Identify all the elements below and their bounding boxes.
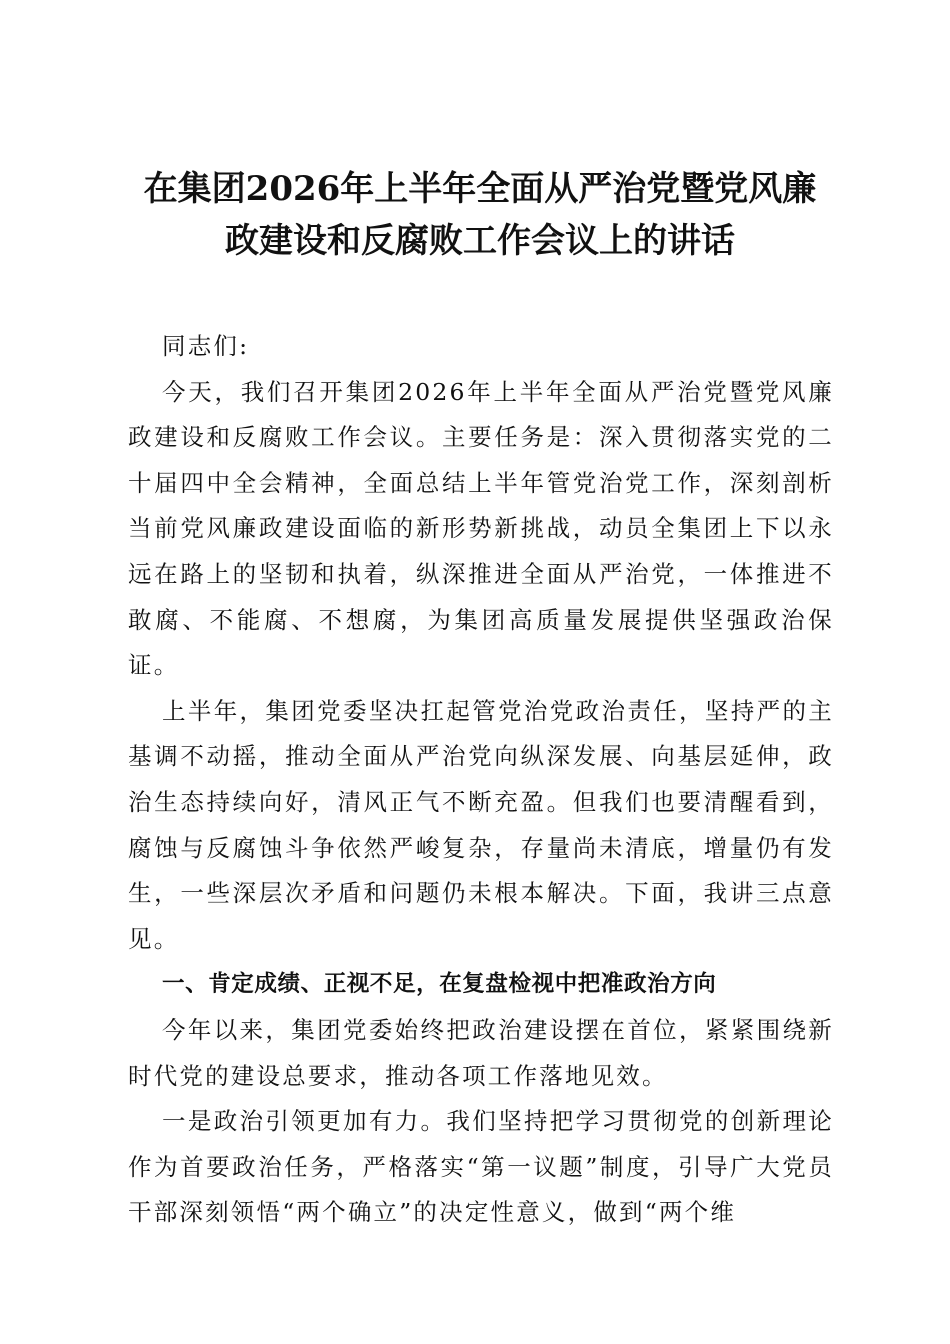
document-title	[100, 163, 860, 267]
paragraph-opening: 今天，我们召开集团2026年上半年全面从严治党暨党风廉政建设和反腐败工作会议。主要任务是：深入贯彻落实党的二十届四中全会精神，全面总结上半年管党治党工作，深刻剖析当前党风廉政建设面临的新形势新挑战，动员全集团上下以永远在路上的坚韧和执着，纵深推进全面从严治党，一体推进不敢腐、不能腐、不想腐，为集团高质量发展提供坚强政治保证。	[128, 377, 834, 680]
paragraph-summary: 上半年，集团党委坚决扛起管党治党政治责任，坚持严的主基调不动摇，推动全面从严治党向纵深发展、向基层延伸，政治生态持续向好，清风正气不断充盈。但我们也要清醒看到，腐蚀与反腐蚀斗争依然严峻复杂，存量尚未清底，增量仍有发生，一些深层次矛盾和问题仍未根本解决。下面，我讲三点意见。	[128, 696, 834, 953]
paragraph-point-1: 一是政治引领更加有力。我们坚持把学习贯彻党的创新理论作为首要政治任务，严格落实“第一议题”制度，引导广大党员干部深刻领悟“两个确立”的决定性意义，做到“两个维	[128, 1107, 834, 1227]
salutation: 同志们:	[162, 332, 250, 360]
title-line-1: 在集团2026年上半年全面从严治党暨党风廉	[143, 169, 817, 209]
paragraph-section-intro: 今年以来，集团党委始终把政治建设摆在首位，紧紧围绕新时代党的建设总要求，推动各项工作落地见效。	[128, 1015, 834, 1090]
document-body	[128, 324, 834, 1236]
section-heading-1: 一、肯定成绩、正视不足，在复盘检视中把准政治方向	[162, 971, 717, 998]
title-line-2: 政建设和反腐败工作会议上的讲话	[225, 221, 735, 261]
